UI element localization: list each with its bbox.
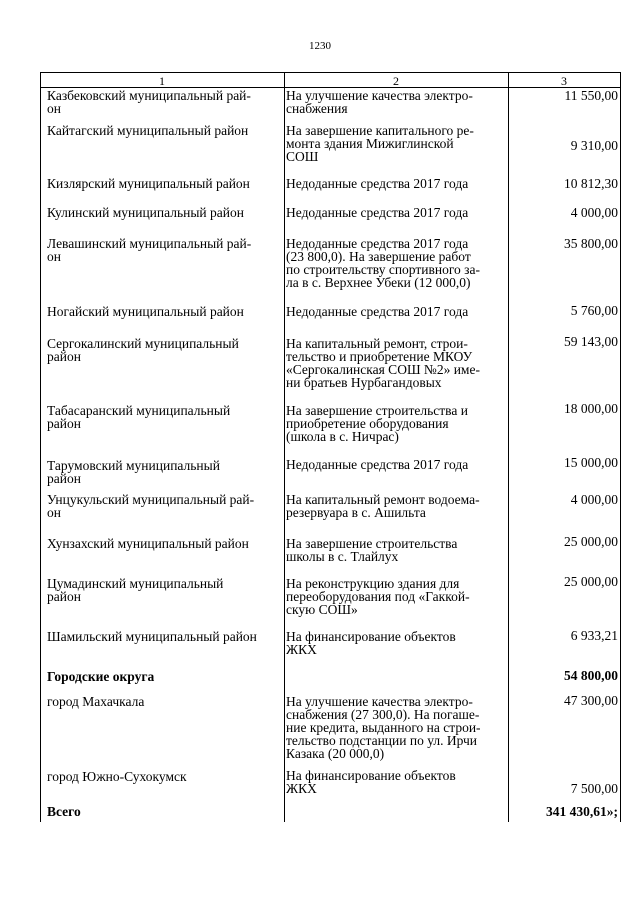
section-amount: 54 800,00 (564, 668, 618, 683)
district-cell: Кайтагский муниципальный район (47, 123, 249, 138)
purpose-cell: На капитальный ремонт водоема- резервуара в с. Ашильта (286, 492, 480, 520)
amount-cell: 18 000,00 (564, 401, 618, 416)
amount-cell: 9 310,00 (570, 138, 618, 153)
district-cell: Левашинский муниципальный рай- он (47, 236, 252, 264)
header-col-1: 1 (159, 74, 165, 88)
purpose-cell: На финансирование объектов ЖКХ (286, 768, 456, 796)
district-cell: Кулинский муниципальный район (47, 205, 244, 220)
amount-cell: 47 300,00 (564, 693, 618, 708)
district-cell: Казбековский муниципальный рай- он (47, 88, 251, 116)
purpose-cell: Недоданные средства 2017 года (286, 176, 469, 191)
district-cell: Сергокалинский муниципальный район (47, 336, 239, 364)
table-top-border (40, 72, 620, 73)
amount-cell: 6 933,21 (570, 628, 618, 643)
purpose-cell: Недоданные средства 2017 года (286, 457, 469, 472)
amount-cell: 11 550,00 (564, 88, 618, 103)
district-cell: Тарумовский муниципальный район (47, 458, 220, 486)
district-cell: город Южно-Сухокумск (47, 769, 187, 784)
header-col-2: 2 (393, 74, 399, 88)
district-cell: Унцукульский муниципальный рай- он (47, 492, 255, 520)
page-number: 1230 (309, 40, 331, 52)
allocation-table (40, 72, 620, 822)
column-divider-1 (284, 72, 285, 822)
amount-cell: 35 800,00 (564, 236, 618, 251)
header-col-3: 3 (561, 74, 567, 88)
purpose-cell: На завершение строительства и приобретение оборудования (школа в с. Ничрас) (286, 403, 468, 444)
amount-cell: 4 000,00 (570, 205, 618, 220)
purpose-cell: На улучшение качества электро- снабжения (27 300,0). На погаше- ние кредита, выданного на строи- тельство подстанции по ул. Ирчи Казака (20 000,0) (286, 694, 481, 761)
amount-cell: 7 500,00 (570, 781, 618, 796)
amount-cell: 10 812,30 (564, 176, 618, 191)
amount-cell: 5 760,00 (570, 303, 618, 318)
total-amount: 341 430,61»; (546, 804, 618, 819)
amount-cell: 15 000,00 (564, 455, 618, 470)
purpose-cell: На улучшение качества электро- снабжения (286, 88, 473, 116)
purpose-cell: Недоданные средства 2017 года (286, 304, 469, 319)
table-left-border (40, 72, 41, 822)
district-cell: Табасаранский муниципальный район (47, 403, 231, 431)
column-divider-2 (508, 72, 509, 822)
district-cell: Кизлярский муниципальный район (47, 176, 250, 191)
amount-cell: 4 000,00 (570, 492, 618, 507)
amount-cell: 25 000,00 (564, 534, 618, 549)
district-cell: Шамильский муниципальный район (47, 629, 257, 644)
district-cell: Хунзахский муниципальный район (47, 536, 249, 551)
total-label: Всего (47, 804, 81, 819)
purpose-cell: На финансирование объектов ЖКХ (286, 629, 456, 657)
amount-cell: 59 143,00 (564, 334, 618, 349)
purpose-cell: На завершение капитального ре- монта здания Мижиглинской СОШ (286, 123, 474, 164)
district-cell: город Махачкала (47, 694, 145, 709)
purpose-cell: На завершение строительства школы в с. Тлайлух (286, 536, 458, 564)
table-right-border (620, 72, 621, 822)
purpose-cell: На реконструкцию здания для переоборудования под «Гаккой- скую СОШ» (286, 576, 470, 617)
purpose-cell: Недоданные средства 2017 года (286, 205, 469, 220)
amount-cell: 25 000,00 (564, 574, 618, 589)
section-heading: Городские округа (47, 669, 155, 684)
purpose-cell: Недоданные средства 2017 года (23 800,0). На завершение работ по строительству спортивного за- ла в с. Верхнее Убеки (12 000,0) (286, 236, 481, 290)
purpose-cell: На капитальный ремонт, строи- тельство и приобретение МКОУ «Сергокалинская СОШ №2» име- ни братьев Нурбагандовых (286, 336, 480, 390)
district-cell: Ногайский муниципальный район (47, 304, 244, 319)
district-cell: Цумадинский муниципальный район (47, 576, 224, 604)
